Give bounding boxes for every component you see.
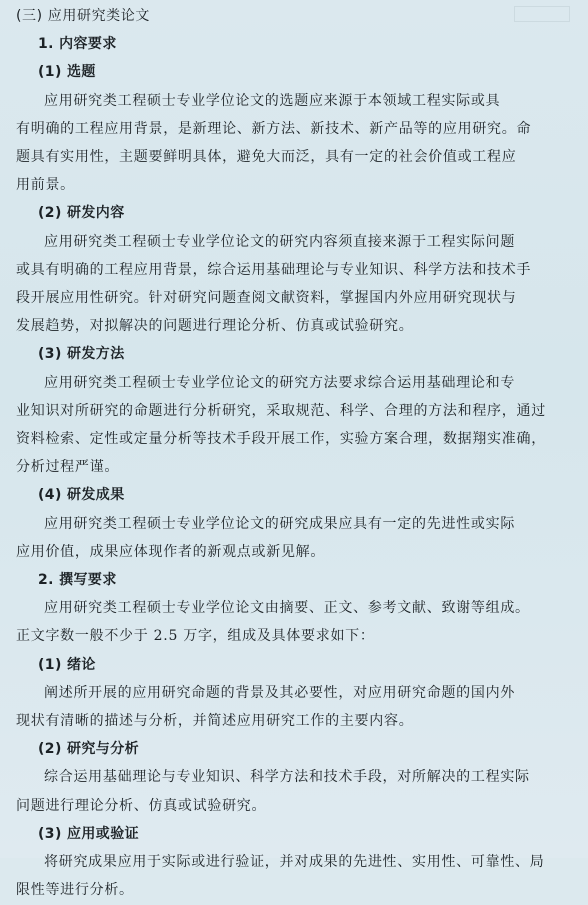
paragraph-line: 阐述所开展的应用研究命题的背景及其必要性，对应用研究命题的国内外 (44, 684, 516, 701)
paragraph-line: 有明确的工程应用背景，是新理论、新方法、新技术、新产品等的应用研究。命 (16, 120, 532, 137)
paragraph-line: 用前景。 (16, 177, 75, 194)
paragraph-line: 题具有实用性，主题要鲜明具体，避免大而泛，具有一定的社会价值或工程应 (16, 149, 517, 166)
section-title: (三) 应用研究类论文 (16, 8, 150, 24)
paragraph-line: 应用研究类工程硕士专业学位论文的研究成果应具有一定的先进性或实际 (44, 515, 516, 532)
paragraph-line: 将研究成果应用于实际或进行验证，并对成果的先进性、实用性、可靠性、局 (44, 854, 545, 871)
paragraph-line: 段开展应用性研究。针对研究问题查阅文献资料，掌握国内外应用研究现状与 (16, 290, 517, 307)
subheading-research-method: (3) 研发方法 (38, 346, 125, 363)
subheading-research-content: (2) 研发内容 (38, 205, 125, 222)
paragraph-line: 分析过程严谨。 (16, 459, 120, 476)
subheading-research-analysis: (2) 研究与分析 (38, 741, 140, 758)
paragraph-line: 资料检索、定性或定量分析等技术手段开展工作，实验方案合理，数据翔实准确， (16, 431, 546, 448)
document-body (16, 2, 576, 905)
paragraph-line: 现状有清晰的描述与分析，并简述应用研究工作的主要内容。 (16, 713, 414, 730)
paragraph-line: 或具有明确的工程应用背景，综合运用基础理论与专业知识、科学方法和技术手 (16, 261, 532, 278)
subheading-application-verification: (3) 应用或验证 (38, 825, 140, 842)
paragraph-line: 综合运用基础理论与专业知识、科学方法和技术手段，对所解决的工程实际 (44, 769, 530, 786)
paragraph-line: 业知识对所研究的命题进行分析研究，采取规范、科学、合理的方法和程序，通过 (16, 402, 546, 419)
heading-content-requirements: 1. 内容要求 (38, 36, 117, 53)
subheading-introduction: (1) 绪论 (38, 656, 96, 673)
paragraph-line: 发展趋势，对拟解决的问题进行理论分析、仿真或试验研究。 (16, 318, 414, 335)
paragraph-line: 应用研究类工程硕士专业学位论文的研究方法要求综合运用基础理论和专 (44, 374, 516, 391)
paragraph-line: 应用价值，成果应体现作者的新观点或新见解。 (16, 543, 326, 560)
paragraph-line: 限性等进行分析。 (16, 882, 134, 899)
heading-writing-requirements: 2. 撰写要求 (38, 572, 117, 589)
paragraph-line: 应用研究类工程硕士专业学位论文的选题应来源于本领域工程实际或具 (44, 92, 501, 109)
subheading-topic: (1) 选题 (38, 64, 96, 81)
paragraph-line: 问题进行理论分析、仿真或试验研究。 (16, 797, 267, 814)
subheading-research-results: (4) 研发成果 (38, 487, 125, 504)
paragraph-line: 应用研究类工程硕士专业学位论文的研究内容须直接来源于工程实际问题 (44, 233, 516, 250)
paragraph-line: 应用研究类工程硕士专业学位论文由摘要、正文、参考文献、致谢等组成。 (44, 600, 530, 617)
paragraph-line: 正文字数一般不少于 2.5 万字，组成及具体要求如下： (16, 628, 375, 645)
